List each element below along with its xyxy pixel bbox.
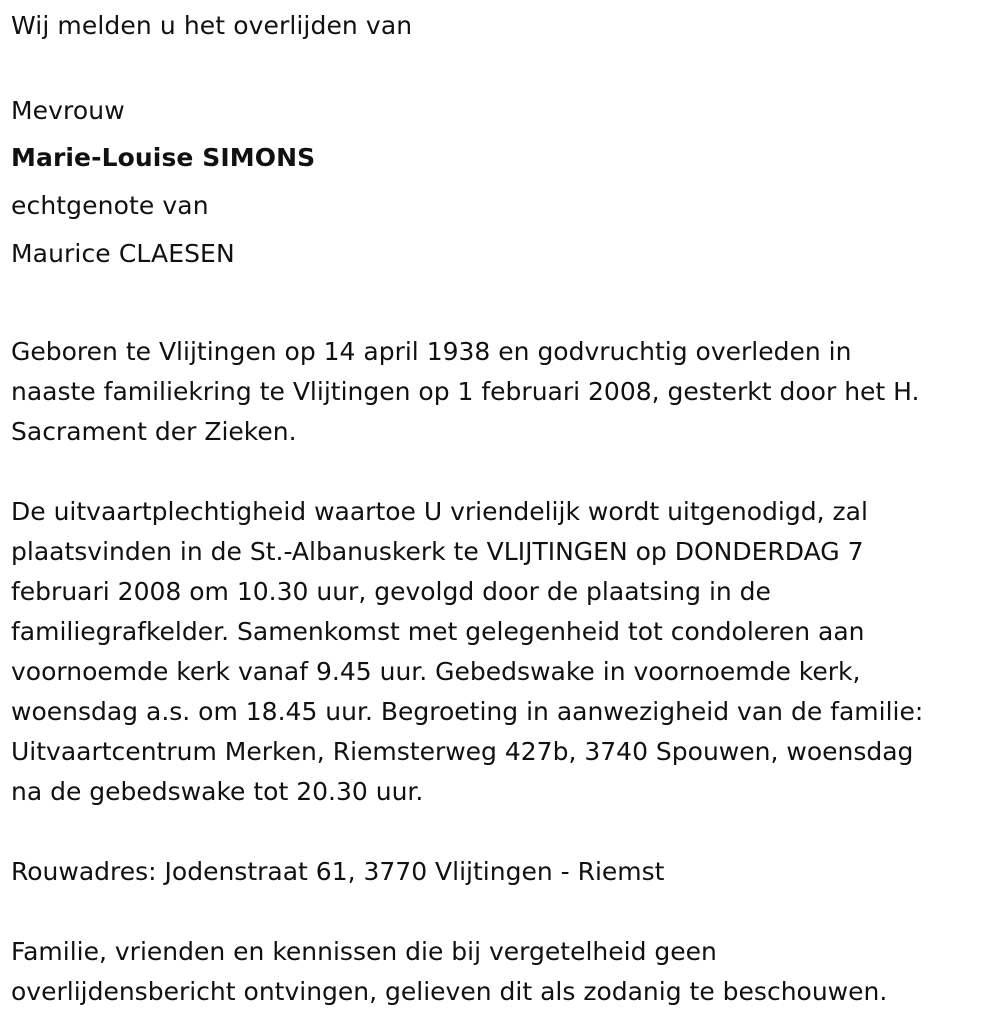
paragraph-line: familiegrafkelder. Samenkomst met gelegenheid tot condoleren aan [11,617,865,646]
address-paragraph [11,852,991,892]
paragraph-line: plaatsvinden in de St.-Albanuskerk te VLIJTINGEN op DONDERDAG 7 [11,537,864,566]
spouse-name: Maurice CLAESEN [11,239,235,268]
deceased-name: Marie-Louise SIMONS [11,143,316,172]
paragraph-line: naaste familiekring te Vlijtingen op 1 februari 2008, gesterkt door het H. [11,377,920,406]
funeral-paragraph [11,492,991,812]
salutation: Mevrouw [11,96,125,125]
paragraph-line: voornoemde kerk vanaf 9.45 uur. Gebedswake in voornoemde kerk, [11,657,861,686]
closing-paragraph [11,932,991,1012]
relation-line: echtgenote van [11,191,209,220]
paragraph-line: woensdag a.s. om 18.45 uur. Begroeting in aanwezigheid van de familie: [11,697,924,726]
paragraph-line: Uitvaartcentrum Merken, Riemsterweg 427b, 3740 Spouwen, woensdag [11,737,914,766]
paragraph-line: na de gebedswake tot 20.30 uur. [11,777,424,806]
paragraph-line: overlijdensbericht ontvingen, gelieven dit als zodanig te beschouwen. [11,977,888,1006]
death-notice [11,0,996,1012]
paragraph-line: februari 2008 om 10.30 uur, gevolgd door de plaatsing in de [11,577,771,606]
birth-death-paragraph [11,332,991,452]
paragraph-line: Sacrament der Zieken. [11,417,297,446]
mourning-address: Rouwadres: Jodenstraat 61, 3770 Vlijtingen - Riemst [11,857,665,886]
intro-line: Wij melden u het overlijden van [11,11,413,40]
paragraph-line: Geboren te Vlijtingen op 14 april 1938 en godvruchtig overleden in [11,337,852,366]
paragraph-line: Familie, vrienden en kennissen die bij vergetelheid geen [11,937,717,966]
paragraph-line: De uitvaartplechtigheid waartoe U vriendelijk wordt uitgenodigd, zal [11,497,868,526]
